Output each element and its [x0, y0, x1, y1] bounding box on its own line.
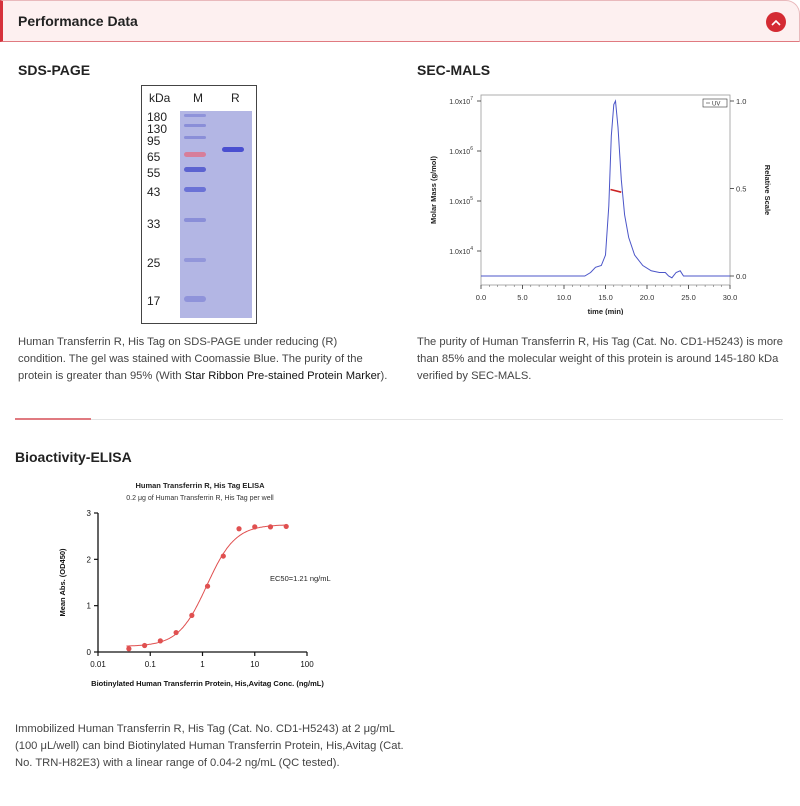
y-tick-label: 2 — [86, 555, 91, 565]
sec-mals-chart — [420, 85, 780, 315]
data-point — [284, 524, 289, 529]
marker-band — [184, 258, 206, 262]
mw-label: 55 — [147, 166, 161, 180]
description-text: Human Transferrin R, His Tag on SDS-PAGE under reducing (R) condition. The gel was stained with Coomassie Blue. The purity of the protein is greater than 95% (With — [18, 336, 363, 382]
y-tick-label: $1.0x10^6$ — [449, 146, 473, 156]
data-point — [252, 524, 257, 529]
star-ribbon-marker-link[interactable]: Star Ribbon Pre-stained Protein Marker — [184, 370, 381, 382]
y-tick-label: $1.0x10^5$ — [449, 196, 473, 206]
y2-axis-label: Relative Scale — [763, 164, 772, 216]
marker-band — [184, 136, 206, 139]
y-axis-label: Mean Abs. (OD450) — [58, 548, 67, 617]
data-point — [236, 526, 241, 531]
plot-frame — [481, 95, 730, 285]
section-divider — [15, 419, 783, 420]
bioactivity-description: Immobilized Human Transferrin R, His Tag (Cat. No. CD1-H5243) at 2 μg/mL (100 μL/well) can bind Biotinylated Human Transferrin Protein, His,Avitag (Cat. No. TRN-H82E3) with a linear range of 0.04-2 ng/mL (QC tested). — [15, 723, 404, 769]
molar-mass-series-line — [610, 189, 621, 192]
data-point — [189, 613, 194, 618]
marker-band — [184, 296, 206, 302]
sec-mals-title: SEC-MALS — [417, 62, 491, 78]
x-tick-label: 0.1 — [144, 660, 156, 669]
x-tick-label: 10.0 — [556, 293, 572, 302]
gel-unit-label: kDa — [149, 91, 171, 105]
data-point — [126, 646, 131, 651]
marker-band — [184, 187, 206, 192]
y-tick-label: 3 — [86, 509, 91, 518]
marker-band — [184, 152, 206, 157]
mw-label: 95 — [147, 134, 161, 148]
x-tick-label: 0.01 — [90, 660, 106, 669]
x-axis-label: Biotinylated Human Transferrin Protein, His,Avitag Conc. (ng/mL) — [91, 679, 324, 688]
x-tick-label: 5.0 — [517, 293, 528, 302]
marker-band — [184, 167, 206, 172]
x-axis-label: time (min) — [587, 307, 624, 315]
y-tick-label: 0 — [86, 648, 91, 657]
section-divider-accent — [15, 418, 91, 420]
x-tick-label: 0.0 — [475, 293, 487, 302]
data-point — [158, 638, 163, 643]
x-tick-label: 20.0 — [639, 293, 655, 302]
performance-data-header[interactable] — [0, 0, 800, 42]
mw-label: 17 — [147, 294, 161, 308]
panel-title: Performance Data — [18, 13, 138, 29]
sec-mals-description: The purity of Human Transferrin R, His Tag (Cat. No. CD1-H5243) is more than 85% and the molecular weight of this protein is around 145-180 kDa verified by SEC-MALS. — [417, 336, 783, 382]
y2-tick-label: 0.5 — [736, 184, 747, 194]
x-tick-label: 25.0 — [681, 293, 696, 302]
marker-band — [184, 218, 206, 222]
data-point — [268, 524, 273, 529]
sample-band — [222, 147, 244, 152]
data-point — [142, 643, 147, 648]
mw-label: 65 — [147, 150, 161, 164]
x-tick-label: 15.0 — [598, 293, 613, 302]
x-tick-label: 100 — [300, 660, 314, 669]
mw-label: 180 — [147, 110, 168, 124]
gel-lane-label-m: M — [193, 91, 203, 105]
mw-label: 33 — [147, 217, 161, 231]
sds-page-gel-image — [141, 85, 257, 324]
y-axis-label: Molar Mass (g/mol) — [429, 156, 438, 224]
chevron-up-icon — [771, 19, 781, 26]
gel-body — [180, 111, 252, 318]
chart-subtitle: 0.2 μg of Human Transferrin R, His Tag per well — [126, 495, 274, 502]
ec50-annotation: EC50=1.21 ng/mL — [270, 574, 331, 583]
mw-label: 25 — [147, 256, 161, 270]
mw-label: 130 — [147, 122, 168, 136]
collapse-button[interactable] — [766, 12, 786, 32]
x-tick-label: 1 — [200, 660, 205, 669]
marker-band — [184, 124, 206, 127]
data-point — [205, 584, 210, 589]
sds-page-description — [18, 334, 388, 385]
x-tick-label: 10 — [250, 660, 260, 669]
y-tick-label: $1.0x10^4$ — [449, 246, 473, 256]
description-text: ). — [380, 370, 388, 382]
chart-title: Human Transferrin R, His Tag ELISA — [135, 481, 265, 490]
y-tick-label: 1 — [86, 601, 91, 611]
data-point — [221, 553, 226, 558]
elisa-chart — [50, 475, 350, 695]
gel-lane-label-r: R — [231, 91, 240, 105]
x-tick-label: 30.0 — [722, 293, 738, 302]
sds-page-title: SDS-PAGE — [18, 62, 91, 78]
y-tick-label: $1.0x10^7$ — [449, 96, 473, 106]
mw-label: 43 — [147, 185, 161, 199]
data-point — [174, 630, 179, 635]
uv-series-line — [481, 101, 730, 278]
bioactivity-title: Bioactivity-ELISA — [15, 449, 132, 465]
y2-tick-label: 1.0 — [736, 97, 747, 106]
marker-band — [184, 114, 206, 117]
y2-tick-label: 0.0 — [736, 272, 747, 281]
legend-label: UV — [712, 101, 721, 108]
